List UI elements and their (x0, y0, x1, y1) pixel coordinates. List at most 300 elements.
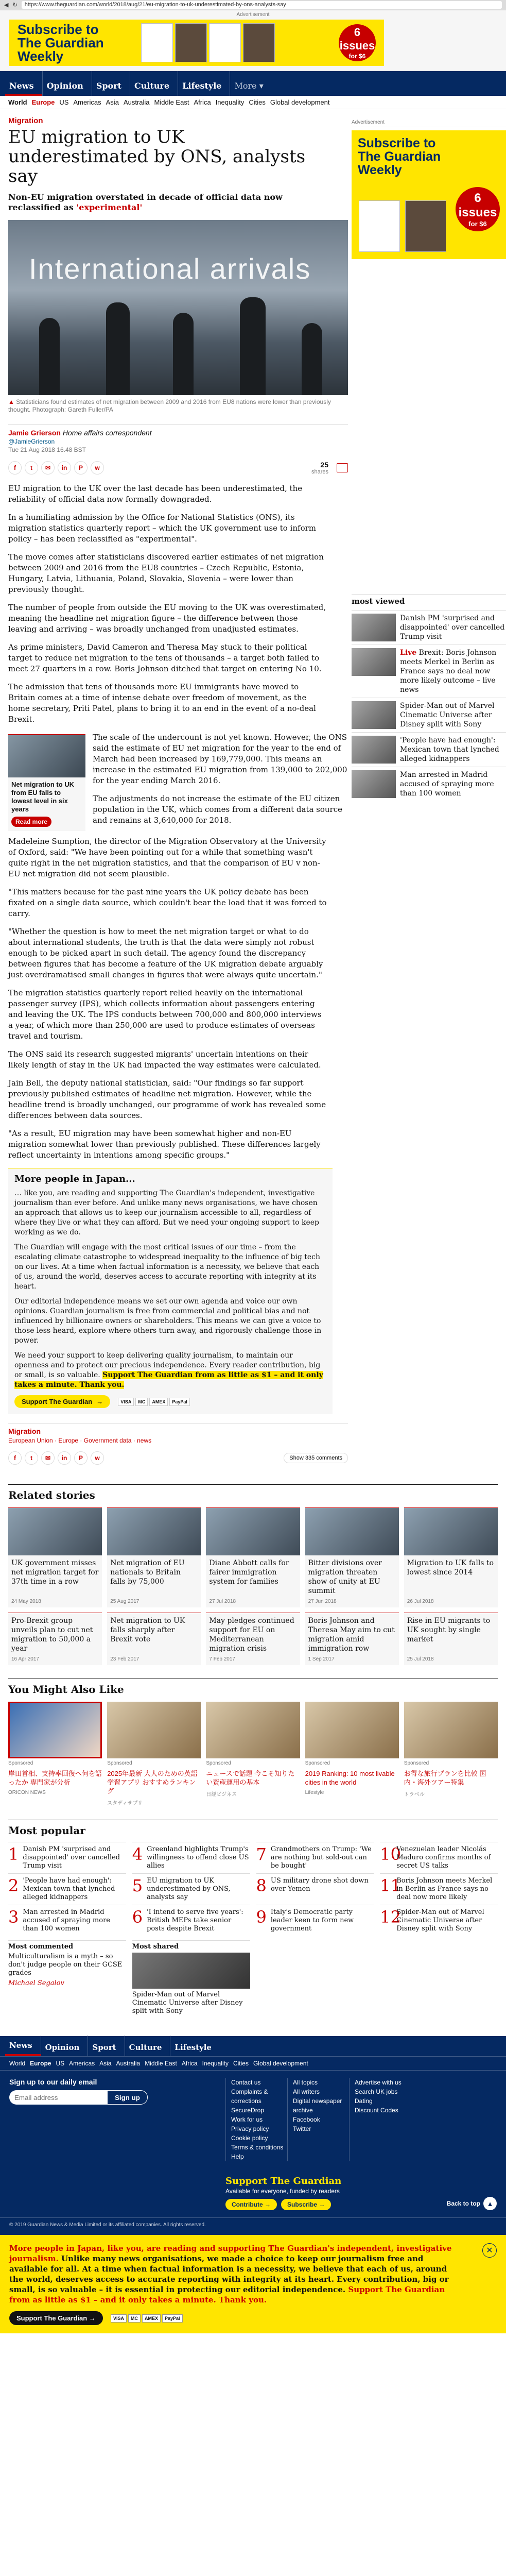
most-viewed-headline: Brexit: Boris Johnson meets Merkel in Berlin as France says no deal now more likely outcome – live news (400, 649, 497, 694)
yml-sponsor: Sponsored (404, 1760, 429, 1766)
footer-link[interactable]: Complaints & corrections (231, 2088, 268, 2105)
yml-card[interactable] (305, 1702, 399, 1806)
banner-text-end: Support The Guardian from as little as $1 – and it only takes a minute. Thank you. (9, 2285, 445, 2304)
body-paragraph: The number of people from outside the EU moving to the UK was overestimated, meaning the headline net migration figure – the difference between those leaving and arriving – was broadly unchanged from unadjusted estimates. (8, 603, 326, 634)
most-popular (0, 1820, 506, 2015)
footer-subnav-cities[interactable]: Cities (233, 2060, 249, 2067)
footer-subnav-australia[interactable]: Australia (116, 2060, 141, 2067)
most-shared[interactable] (132, 1940, 250, 2015)
footer-subnav-middle-east[interactable]: Middle East (145, 2060, 177, 2067)
tag-list[interactable]: European Union · Europe · Government data · news (8, 1437, 152, 1444)
most-popular-headline: Boris Johnson meets Merkel in Berlin as France says no deal now more likely (396, 1877, 493, 1901)
caption-text: Statisticians found estimates of net migration between 2009 and 2016 from EU8 nations were lower than previously thought. Photograph: Gareth Fuller/PA (8, 398, 331, 413)
standfirst-link[interactable]: 'experimental' (76, 202, 143, 212)
subnav-inequality[interactable]: Inequality (215, 98, 245, 106)
footer-nav-opinion[interactable]: Opinion (41, 2036, 88, 2056)
most-popular-item[interactable] (256, 1842, 374, 1873)
share-count (311, 461, 328, 475)
article-standfirst (8, 192, 296, 213)
related-headline: Pro-Brexit group unveils plan to cut net migration to 50,000 a year (11, 1617, 93, 1653)
most-popular-item[interactable] (132, 1873, 250, 1905)
banner-support-button[interactable]: Support The Guardian → (9, 2311, 103, 2325)
subnav-cities[interactable]: Cities (249, 98, 266, 106)
ad-offer-badge (339, 24, 376, 61)
most-popular-rank: 10 (380, 1844, 401, 1864)
subnav-global-development[interactable]: Global development (270, 98, 330, 106)
most-popular-item[interactable] (380, 1905, 498, 1936)
related-date: 25 Jul 2018 (407, 1656, 434, 1662)
related-headline: Diane Abbott calls for fairer immigration system for families (209, 1559, 289, 1586)
ad-paper-image (209, 23, 241, 62)
close-icon[interactable]: ✕ (482, 2243, 497, 2258)
nav-sport[interactable]: Sport (92, 71, 130, 96)
footer-link[interactable]: Work for us (231, 2116, 263, 2123)
most-popular-rank: 1 (8, 1844, 19, 1864)
related-card[interactable] (206, 1613, 300, 1665)
footer-subnav-inequality[interactable]: Inequality (202, 2060, 229, 2067)
most-viewed-thumbnail (352, 614, 396, 641)
sub-nav (0, 96, 506, 109)
footer-link[interactable]: Contact us (231, 2079, 261, 2086)
subnav-asia[interactable]: Asia (106, 98, 119, 106)
most-popular-rank: 4 (132, 1844, 143, 1864)
footer-nav (0, 2036, 506, 2057)
body-paragraph: Madeleine Sumption, the director of the Migration Observatory at the University of Oxford, said: "We have been pointing out for a while that something wasn't quite right in the net migration statistics, and that the comparison of EU v non-EU net migration did not seem plausible. (8, 837, 326, 878)
related-date: 23 Feb 2017 (110, 1656, 139, 1662)
most-commented-heading: Most commented (8, 1940, 126, 1951)
email-icon[interactable]: ✉ (41, 1451, 55, 1465)
facebook-icon[interactable]: f (8, 461, 22, 474)
browser-reload-icon[interactable]: ↻ (12, 2, 18, 8)
most-popular-rank: 5 (132, 1876, 143, 1895)
you-might-also-like (0, 1679, 506, 1806)
footer-link[interactable]: Help (231, 2153, 244, 2160)
epic-heading: More people in Japan... (14, 1174, 135, 1184)
related-date: 7 Feb 2017 (209, 1656, 235, 1662)
yml-image (404, 1702, 498, 1758)
ad-paper-image (141, 23, 173, 62)
footer-link[interactable]: Discount Codes (355, 2107, 398, 2114)
banner-text (9, 2243, 452, 2305)
most-popular-rank: 12 (380, 1907, 401, 1927)
yml-headline: ニュースで話題 今こそ知りたい資産運用の基本 (206, 1770, 295, 1786)
most-viewed-item[interactable] (352, 698, 506, 732)
yml-sponsor: Sponsored (107, 1760, 132, 1766)
epic-paragraph: The Guardian will engage with the most critical issues of our time – from the escalating climate catastrophe to widespread inequality to the influence of big tech on our lives. At a time when factual information is a necessity, we believe that each of us, around the world, deserves access to accurate reporting with integrity at its heart. (14, 1243, 321, 1291)
most-viewed-headline: 'People have had enough': Mexican town that lynched alleged kidnappers (400, 736, 499, 763)
most-popular-item[interactable] (380, 1842, 498, 1873)
most-viewed-thumbnail (352, 648, 396, 676)
rich-link-card[interactable] (8, 734, 85, 831)
related-stories (0, 1484, 506, 1665)
footer-link[interactable]: Privacy policy (231, 2125, 269, 2132)
facebook-icon[interactable]: f (8, 1451, 22, 1465)
linkedin-icon[interactable]: in (58, 1451, 71, 1465)
related-date: 27 Jul 2018 (209, 1599, 236, 1604)
related-headline: Rise in EU migrants to UK sought by single market (407, 1617, 491, 1643)
pinterest-icon[interactable]: P (74, 461, 88, 474)
byline-twitter[interactable]: @JamieGrierson (8, 438, 55, 445)
silhouette (173, 313, 194, 395)
most-popular-title: Most popular (8, 1820, 498, 1837)
footer-nav-culture[interactable]: Culture (125, 2036, 170, 2056)
twitter-icon[interactable]: t (25, 1451, 38, 1465)
most-viewed-headline: Man arrested in Madrid accused of spraying more than 100 women (400, 771, 494, 798)
subnav-americas[interactable]: Americas (73, 98, 101, 106)
related-date: 16 Apr 2017 (11, 1656, 39, 1662)
footer-nav-news[interactable]: News (5, 2036, 41, 2056)
footer-subnav-asia[interactable]: Asia (99, 2060, 112, 2067)
related-date: 27 Jun 2018 (308, 1599, 337, 1604)
body-paragraph: As prime ministers, David Cameron and Theresa May stuck to their political target to reduce net migration to the tens of thousands – a target both failed to meet 27 quarters in a row. Boris Johnson ditched that target on entering No 10. (8, 642, 322, 673)
related-grid (8, 1507, 498, 1607)
subnav-australia[interactable]: Australia (123, 98, 150, 106)
yml-image (206, 1702, 300, 1758)
epic-paragraph: Our editorial independence means we set our own agenda and voice our own opinions. Guardian journalism is free from commercial and political bias and not influenced by billionaire owners or shareholders. This means we can give a voice to those less heard, explore where others turn away, and rigorously challenge those in power. (14, 1297, 322, 1345)
yml-sponsor: Sponsored (8, 1760, 33, 1766)
most-commented-title: Multiculturalism is a myth – so don't judge people on their GCSE grades (8, 1953, 123, 1977)
whatsapp-icon[interactable]: w (91, 461, 104, 474)
footer-links-col-3 (349, 2078, 411, 2161)
most-viewed-title-text (400, 701, 506, 729)
most-viewed-thumbnail (352, 736, 396, 764)
most-popular-extra (8, 1940, 498, 2015)
most-popular-item[interactable] (132, 1905, 250, 1936)
subnav-europe[interactable]: Europe (31, 98, 55, 106)
subnav-africa[interactable]: Africa (194, 98, 211, 106)
silhouette (106, 302, 130, 395)
related-image (8, 1508, 102, 1555)
ad-paper-image (405, 200, 446, 252)
epic-text: We need your support to keep delivering quality journalism, to maintain our openness and to protect our precious independence. Every reader contribution, big or small, is so valuable. (14, 1351, 321, 1379)
sidebar (352, 109, 506, 1471)
related-headline: Net migration to UK falls sharply after Brexit vote (110, 1617, 185, 1643)
most-viewed-thumbnail (352, 701, 396, 729)
related-card[interactable] (8, 1507, 102, 1607)
comment-icon[interactable] (337, 463, 348, 472)
support-buttons (225, 2199, 444, 2210)
body-paragraph: "As a result, EU migration may have been somewhat higher and non-EU migration somewhat lower than previously published. These differences largely reflect uncertainty in intentions among specific groups." (8, 1129, 321, 1160)
linkedin-icon[interactable]: in (58, 461, 71, 474)
ad-offer-badge (456, 187, 500, 231)
epic-support-label: Support The Guardian (22, 1398, 93, 1405)
footer-subnav-africa[interactable]: Africa (181, 2060, 198, 2067)
support-title: Support The Guardian (225, 2176, 342, 2187)
most-popular-headline: US military drone shot down over Yemen (270, 1877, 369, 1893)
epic-paragraph (14, 1351, 326, 1390)
support-subtitle: Available for everyone, funded by readers (225, 2188, 340, 2195)
yml-headline: お得な旅行プランを比較 国内・海外ツアー特集 (404, 1770, 486, 1786)
yml-card[interactable] (404, 1702, 498, 1806)
footer-link[interactable]: Dating (355, 2097, 373, 2105)
related-card[interactable] (305, 1507, 399, 1607)
visa-icon: VISA (118, 1398, 134, 1406)
related-image (404, 1508, 498, 1555)
footer-subnav-americas[interactable]: Americas (69, 2060, 95, 2067)
footer-link[interactable]: Twitter (293, 2125, 311, 2132)
epic-highlight: Support The Guardian from as little as $1 – and it only takes a minute. Thank you. (14, 1371, 323, 1389)
byline-name[interactable]: Jamie Grierson (8, 429, 61, 437)
signup-button[interactable]: Sign up (107, 2090, 148, 2105)
nav-opinion[interactable]: Opinion (42, 71, 92, 96)
most-popular-rank: 7 (256, 1844, 267, 1864)
subnav-us[interactable]: US (59, 98, 69, 106)
related-title: Related stories (8, 1484, 498, 1501)
most-viewed-title-text (400, 736, 506, 764)
related-card[interactable] (8, 1613, 102, 1665)
contribute-button[interactable]: Contribute → (225, 2199, 277, 2210)
yml-headline: 2019 Ranking: 10 most livable cities in the world (305, 1770, 395, 1786)
body-paragraph: EU migration to the UK over the last decade has been underestimated, the reliability of official data now formally downgraded. (8, 484, 303, 504)
browser-back-icon[interactable]: ◀ (4, 2, 9, 8)
related-card[interactable] (206, 1507, 300, 1607)
most-popular-headline: Spider-Man out of Marvel Cinematic Universe after Disney split with Sony (396, 1908, 484, 1933)
body-paragraph: "Whether the question is how to meet the net migration target or what to do about international students, the truth is that the data were simply not robust enough to be picked apart in such detail. The agency found the discrepancy between figures that has become a feature of the UK migration debate arguably just overdramatised small changes in figures that were always quite uncertain." (8, 927, 323, 979)
body-paragraph: The move comes after statisticians discovered earlier estimates of net migration between 2009 and 2016 from the EU8 countries – Czech Republic, Estonia, Hungary, Latvia, Lithuania, Poland, Slovakia, Slovenia – were lower than previously thought. (8, 552, 324, 594)
email-icon[interactable]: ✉ (41, 461, 55, 474)
related-image (107, 1508, 201, 1555)
whatsapp-icon[interactable]: w (91, 1451, 104, 1465)
sidebar-subscription-ad[interactable] (352, 130, 506, 259)
payment-cards (111, 2314, 183, 2323)
article-column (8, 109, 348, 1471)
share-count-label: shares (311, 469, 328, 475)
most-viewed-item[interactable] (352, 610, 506, 645)
support-banner (0, 2235, 506, 2333)
most-viewed-thumbnail (352, 770, 396, 798)
subnav-world[interactable]: World (8, 98, 27, 106)
ad-paper-image (359, 200, 400, 252)
footer-support-row (0, 2170, 506, 2217)
twitter-icon[interactable]: t (25, 461, 38, 474)
footer-nav-lifestyle[interactable]: Lifestyle (170, 2036, 220, 2056)
footer-link[interactable]: Digital newspaper archive (293, 2097, 342, 2114)
ad-offer-price: for $6 (468, 219, 487, 228)
related-card[interactable] (404, 1507, 498, 1607)
ad-offer-issues: 6 issues (458, 191, 497, 219)
payment-cards (118, 1398, 190, 1406)
yml-source: スタディサプリ (107, 1801, 143, 1806)
most-popular-rank: 11 (380, 1876, 401, 1895)
most-popular-headline: Grandmothers on Trump: 'We are nothing but sold-out can be bought' (270, 1845, 372, 1870)
byline-block (8, 424, 348, 453)
footer-support (225, 2176, 444, 2210)
yml-title: You Might Also Like (8, 1679, 498, 1696)
pinterest-icon[interactable]: P (74, 1451, 88, 1465)
footer-links-col-2 (287, 2078, 349, 2161)
body-paragraph: The ONS said its research suggested migrants' uncertain intentions on their likely length of stay in the UK had impacted the way estimates were calculated. (8, 1049, 321, 1070)
yml-sponsor: Sponsored (206, 1760, 231, 1766)
most-popular-item[interactable] (256, 1905, 374, 1936)
most-viewed-headline: Spider-Man out of Marvel Cinematic Universe after Disney split with Sony (400, 702, 495, 728)
most-popular-item[interactable] (256, 1873, 374, 1905)
nav-lifestyle[interactable]: Lifestyle (178, 71, 230, 96)
byline (8, 429, 348, 437)
most-viewed-item[interactable] (352, 767, 506, 801)
most-popular-item[interactable] (8, 1905, 126, 1936)
most-popular-headline: 'I intend to serve five years': British MEPs take senior posts despite Brexit (147, 1908, 243, 1933)
footer-link[interactable]: Advertise with us (355, 2079, 402, 2086)
newsletter-signup (9, 2078, 225, 2161)
most-viewed-item[interactable] (352, 732, 506, 767)
visa-icon: VISA (111, 2314, 127, 2323)
most-popular-item[interactable] (132, 1842, 250, 1873)
tag-main[interactable]: Migration (8, 1427, 41, 1435)
lead-image (8, 220, 348, 395)
ad-label: Advertisement (352, 120, 506, 127)
banner-text-lead: More people in Japan, like you, are reading and supporting The Guardian's independent, investigative journalism. (9, 2244, 452, 2263)
ad-newspaper-images (141, 23, 275, 62)
related-headline: Boris Johnson and Theresa May aim to cut migration amid immigration row (308, 1617, 395, 1653)
email-input[interactable] (9, 2090, 107, 2105)
related-headline: Net migration of EU nationals to Britain falls by 75,000 (110, 1559, 185, 1586)
epic-paragraph: … like you, are reading and supporting The Guardian's independent, investigative journalism than ever before. And unlike many news organisations, we have chosen an approach that allows us to keep our journalism accessible to all, regardless of where they live or what they can afford. But we need your ongoing support to keep working as we do. (14, 1189, 319, 1236)
bottom-share-row (8, 1451, 348, 1465)
most-popular-rank: 2 (8, 1876, 19, 1895)
top-subscription-ad[interactable] (9, 20, 384, 66)
paypal-icon: PayPal (169, 1398, 190, 1406)
ad-paper-image (243, 23, 275, 62)
most-popular-item[interactable] (8, 1842, 126, 1873)
body-paragraph: The scale of the undercount is not yet known. However, the ONS said the estimate of EU net migration for the year to the end of March had been increased by 169,779,000. This means an increase in the estimated EU migration from 139,000 to 202,000 for the year ending March 2016. (93, 733, 347, 785)
yml-source: Lifestyle (305, 1790, 324, 1795)
related-date: 25 Aug 2017 (110, 1599, 139, 1604)
arrow-up-icon: ▲ (483, 2197, 497, 2210)
footer-subnav-europe[interactable]: Europe (30, 2060, 51, 2067)
mastercard-icon: MC (135, 1398, 148, 1406)
footer-links-col-1 (225, 2078, 287, 2161)
most-popular-grid (8, 1842, 498, 1936)
most-viewed (352, 594, 506, 801)
nav-culture[interactable]: Culture (130, 71, 178, 96)
ad-label: Advertisement (236, 12, 270, 18)
yml-image (305, 1702, 399, 1758)
silhouette (240, 297, 266, 395)
most-viewed-title-text (400, 770, 506, 798)
back-to-top-label: Back to top (446, 2200, 480, 2207)
footer-link[interactable]: Terms & conditions (231, 2144, 284, 2151)
related-image (305, 1508, 399, 1555)
most-shared-image (132, 1953, 250, 1989)
yml-image (8, 1702, 102, 1758)
nav-news[interactable]: News (5, 71, 42, 96)
article-kicker[interactable]: Migration (8, 116, 43, 125)
footer-subnav-world[interactable]: World (9, 2060, 26, 2067)
footer-subnav (0, 2057, 506, 2071)
related-card[interactable] (305, 1613, 399, 1665)
chevron-down-icon: ▾ (256, 81, 264, 91)
silhouette (39, 318, 60, 395)
back-to-top[interactable] (447, 2197, 497, 2210)
rich-link-read-more[interactable]: Read more (11, 817, 51, 827)
footer-body (0, 2071, 506, 2170)
arrow-right-icon: → (96, 1398, 103, 1405)
body-paragraph: The adjustments do not increase the estimate of the EU citizen population in the UK, which comes from a different data source and remains at 3,640,000 for 2018. (93, 794, 343, 825)
most-popular-headline: Man arrested in Madrid accused of spraying more than 100 women (23, 1908, 110, 1933)
ad-offer-price: for $6 (348, 53, 366, 60)
yml-image (107, 1702, 201, 1758)
main-nav (0, 71, 506, 96)
show-comments-button[interactable]: Show 335 comments (284, 1453, 348, 1463)
footer-link[interactable]: SecureDrop (231, 2107, 265, 2114)
yml-source: ORICON NEWS (8, 1790, 46, 1795)
subnav-middle-east[interactable]: Middle East (154, 98, 189, 106)
subscribe-button[interactable]: Subscribe → (281, 2199, 331, 2210)
ad-title: Subscribe to The Guardian Weekly (358, 136, 441, 177)
related-grid-small (8, 1613, 498, 1665)
most-viewed-item[interactable] (352, 645, 506, 698)
amex-icon: AMEX (149, 1398, 168, 1406)
arrivals-sign-text: International arrivals (29, 252, 311, 285)
most-popular-rank: 3 (8, 1907, 19, 1927)
related-headline: Bitter divisions over migration threaten show of unity at EU summit (308, 1559, 382, 1595)
yml-sponsor: Sponsored (305, 1760, 330, 1766)
footer-subnav-us[interactable]: US (56, 2060, 65, 2067)
footer-nav-sport[interactable]: Sport (88, 2036, 124, 2056)
yml-card[interactable] (107, 1702, 201, 1806)
signup-label: Sign up to our daily email (9, 2078, 97, 2086)
most-popular-item[interactable] (8, 1873, 126, 1905)
most-shared-heading: Most shared (132, 1940, 250, 1951)
most-popular-headline: Venezuelan leader Nicolás Maduro confirms months of secret US talks (396, 1845, 491, 1870)
most-popular-headline: 'People have had enough': Mexican town that lynched alleged kidnappers (23, 1877, 115, 1901)
footer-link[interactable]: Facebook (293, 2116, 320, 2123)
most-commented[interactable] (8, 1940, 126, 2015)
article-body (8, 483, 348, 1161)
related-date: 1 Sep 2017 (308, 1656, 335, 1662)
amex-icon: AMEX (142, 2314, 161, 2323)
related-headline: UK government misses net migration target for 37th time in a row (11, 1559, 99, 1586)
footer-subnav-global-development[interactable]: Global development (253, 2060, 308, 2067)
most-popular-headline: Danish PM 'surprised and disappointed' over cancelled Trump visit (23, 1845, 120, 1870)
footer-link[interactable]: All writers (293, 2088, 320, 2095)
yml-source: 日経ビジネス (206, 1792, 237, 1798)
yml-card[interactable] (206, 1702, 300, 1806)
yml-headline: 2025年最新 大人のための英語学習アプリ おすすめランキング (107, 1770, 198, 1795)
nav-more[interactable] (230, 71, 271, 96)
browser-toolbar (0, 0, 506, 10)
address-bar[interactable]: https://www.theguardian.com/world/2018/aug/21/eu-migration-to-uk-underestimated-by-ons-analysts-say (22, 1, 502, 9)
most-popular-rank: 9 (256, 1907, 267, 1927)
most-popular-headline: Italy's Democratic party leader keen to form new government (270, 1908, 354, 1933)
most-viewed-headline: Danish PM 'surprised and disappointed' over cancelled Trump visit (400, 614, 505, 641)
related-date: 24 May 2018 (11, 1599, 41, 1604)
footer-link[interactable]: All topics (293, 2079, 318, 2086)
rich-link-image (8, 735, 85, 777)
article-headline: EU migration to UK underestimated by ONS, analysts say (8, 127, 306, 187)
related-card[interactable] (107, 1613, 201, 1665)
article-tags (8, 1423, 348, 1444)
most-viewed-title: most viewed (352, 597, 405, 606)
body-paragraph: The admission that tens of thousands more EU immigrants have moved to Britain comes at a time of intense debate over freedom of movement, as the home secretary, Priti Patel, plans to bring it to an end in the event of a no-deal Brexit. (8, 682, 316, 724)
yml-card[interactable] (8, 1702, 102, 1806)
top-ad-slot (0, 10, 506, 71)
footer (0, 2036, 506, 2235)
standfirst-text: Non-EU migration overstated in decade of official data now reclassified as (8, 192, 283, 212)
image-caption (8, 398, 348, 414)
most-popular-rank: 6 (132, 1907, 143, 1927)
footer-link[interactable]: Search UK jobs (355, 2088, 398, 2095)
most-viewed-title-text (400, 614, 506, 641)
ad-paper-image (175, 23, 207, 62)
ad-title: Subscribe to The Guardian Weekly (18, 22, 104, 64)
yml-grid (8, 1702, 498, 1806)
epic-support-button[interactable] (14, 1395, 110, 1408)
related-card[interactable] (107, 1507, 201, 1607)
related-card[interactable] (404, 1613, 498, 1665)
most-popular-item[interactable] (380, 1873, 498, 1905)
footer-link[interactable]: Cookie policy (231, 2134, 268, 2142)
